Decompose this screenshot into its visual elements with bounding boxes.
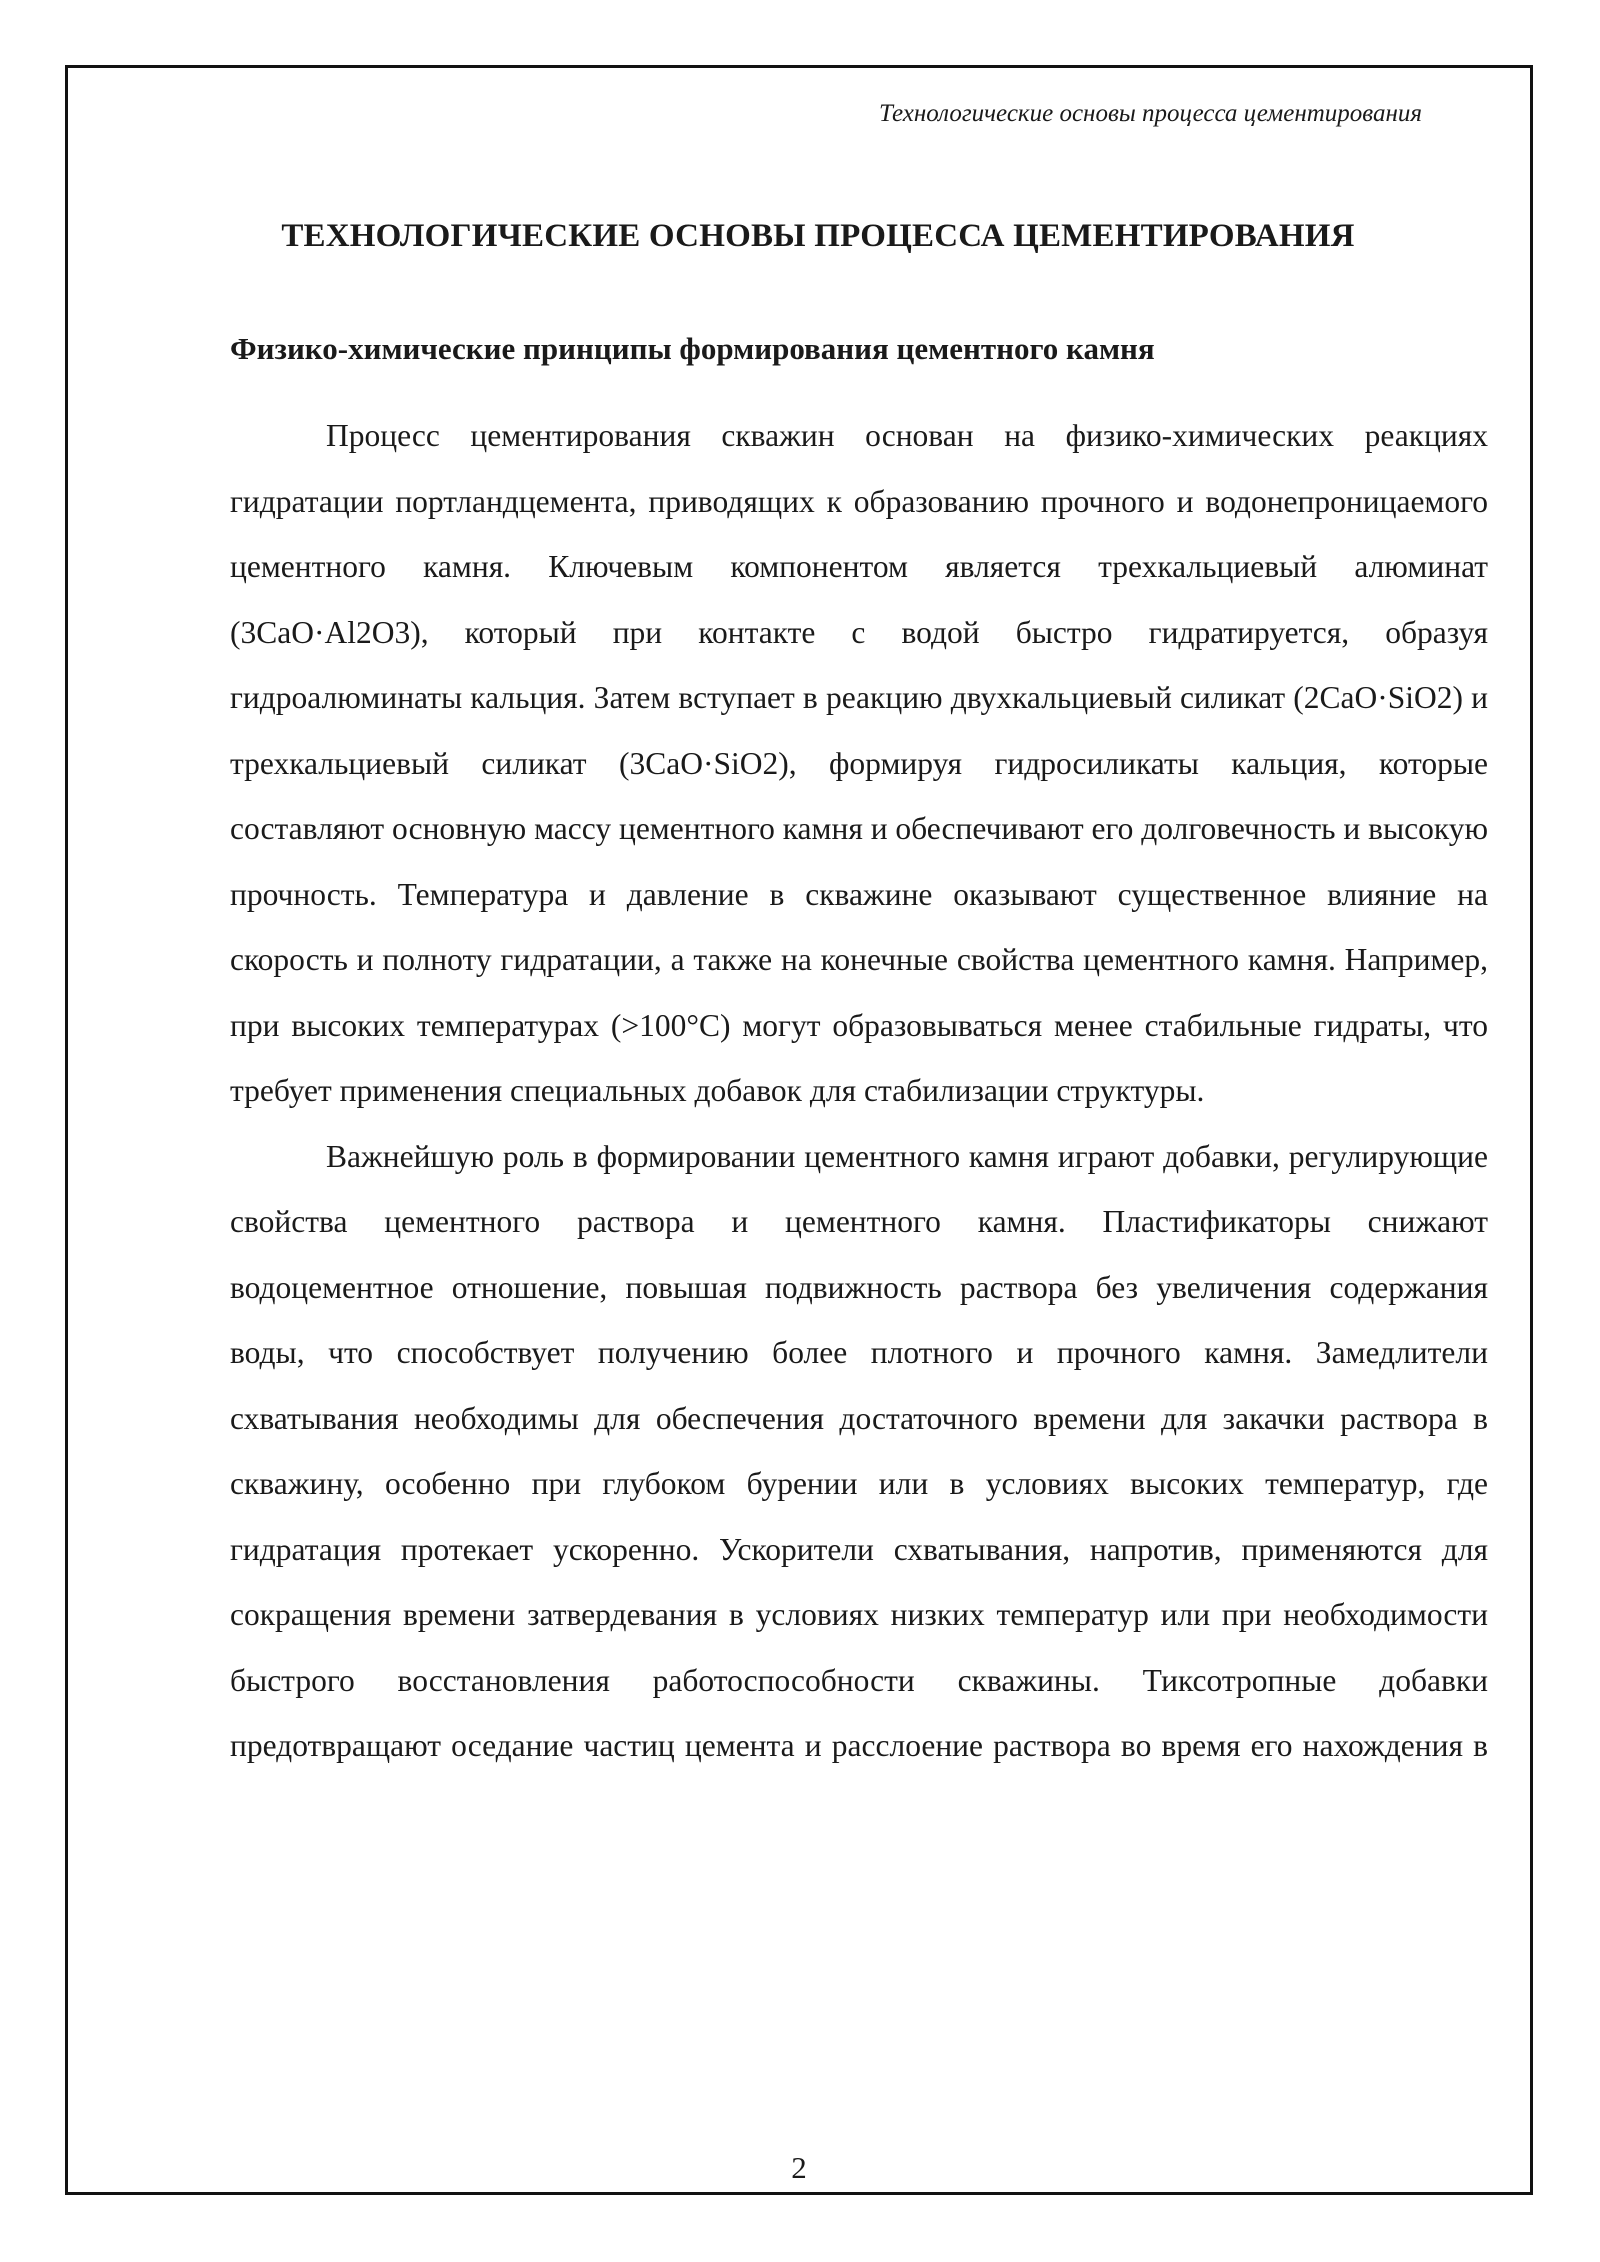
- body-text: [230, 403, 1488, 1779]
- running-header: Технологические основы процесса цементирования: [879, 100, 1422, 127]
- page-number: 2: [791, 2150, 807, 2185]
- paragraph-1: Процесс цементирования скважин основан на физико-химических реакциях гидратации портландцемента, приводящих к образованию прочного и водонепроницаемого цементного камня. Ключевым компонентом является трехкальциевый алюминат (3CaO·Al2O3), который при контакте с водой быстро гидратируется, образуя гидроалюминаты кальция. Затем вступает в реакцию двухкальциевый силикат (2CaO·SiO2) и трехкальциевый силикат (3CaO·SiO2), формируя гидросиликаты кальция, которые составляют основную массу цементного камня и обеспечивают его долговечность и высокую прочность. Температура и давление в скважине оказывают существенное влияние на скорость и полноту гидратации, а также на конечные свойства цементного камня. Например, при высоких температурах (>100°C) могут образовываться менее стабильные гидраты, что требует применения специальных добавок для стабилизации структуры.: [230, 418, 1488, 1108]
- paragraph-2: Важнейшую роль в формировании цементного камня играют добавки, регулирующие свойства цементного раствора и цементного камня. Пластификаторы снижают водоцементное отношение, повышая подвижность раствора без увеличения содержания воды, что способствует получению более плотного и прочного камня. Замедлители схватывания необходимы для обеспечения достаточного времени для закачки раствора в скважину, особенно при глубоком бурении или в условиях высоких температур, где гидратация протекает ускоренно. Ускорители схватывания, напротив, применяются для сокращения времени затвердевания в условиях низких температур или при необходимости быстрого восстановления работоспособности скважины. Тиксотропные добавки предотвращают оседание частиц цемента и расслоение раствора во время его нахождения в: [230, 1138, 1488, 1763]
- document-title: ТЕХНОЛОГИЧЕСКИЕ ОСНОВЫ ПРОЦЕССА ЦЕМЕНТИРОВАНИЯ: [281, 218, 1355, 254]
- page-frame: [65, 65, 1533, 2195]
- section-heading: Физико-химические принципы формирования цементного камня: [230, 331, 1155, 366]
